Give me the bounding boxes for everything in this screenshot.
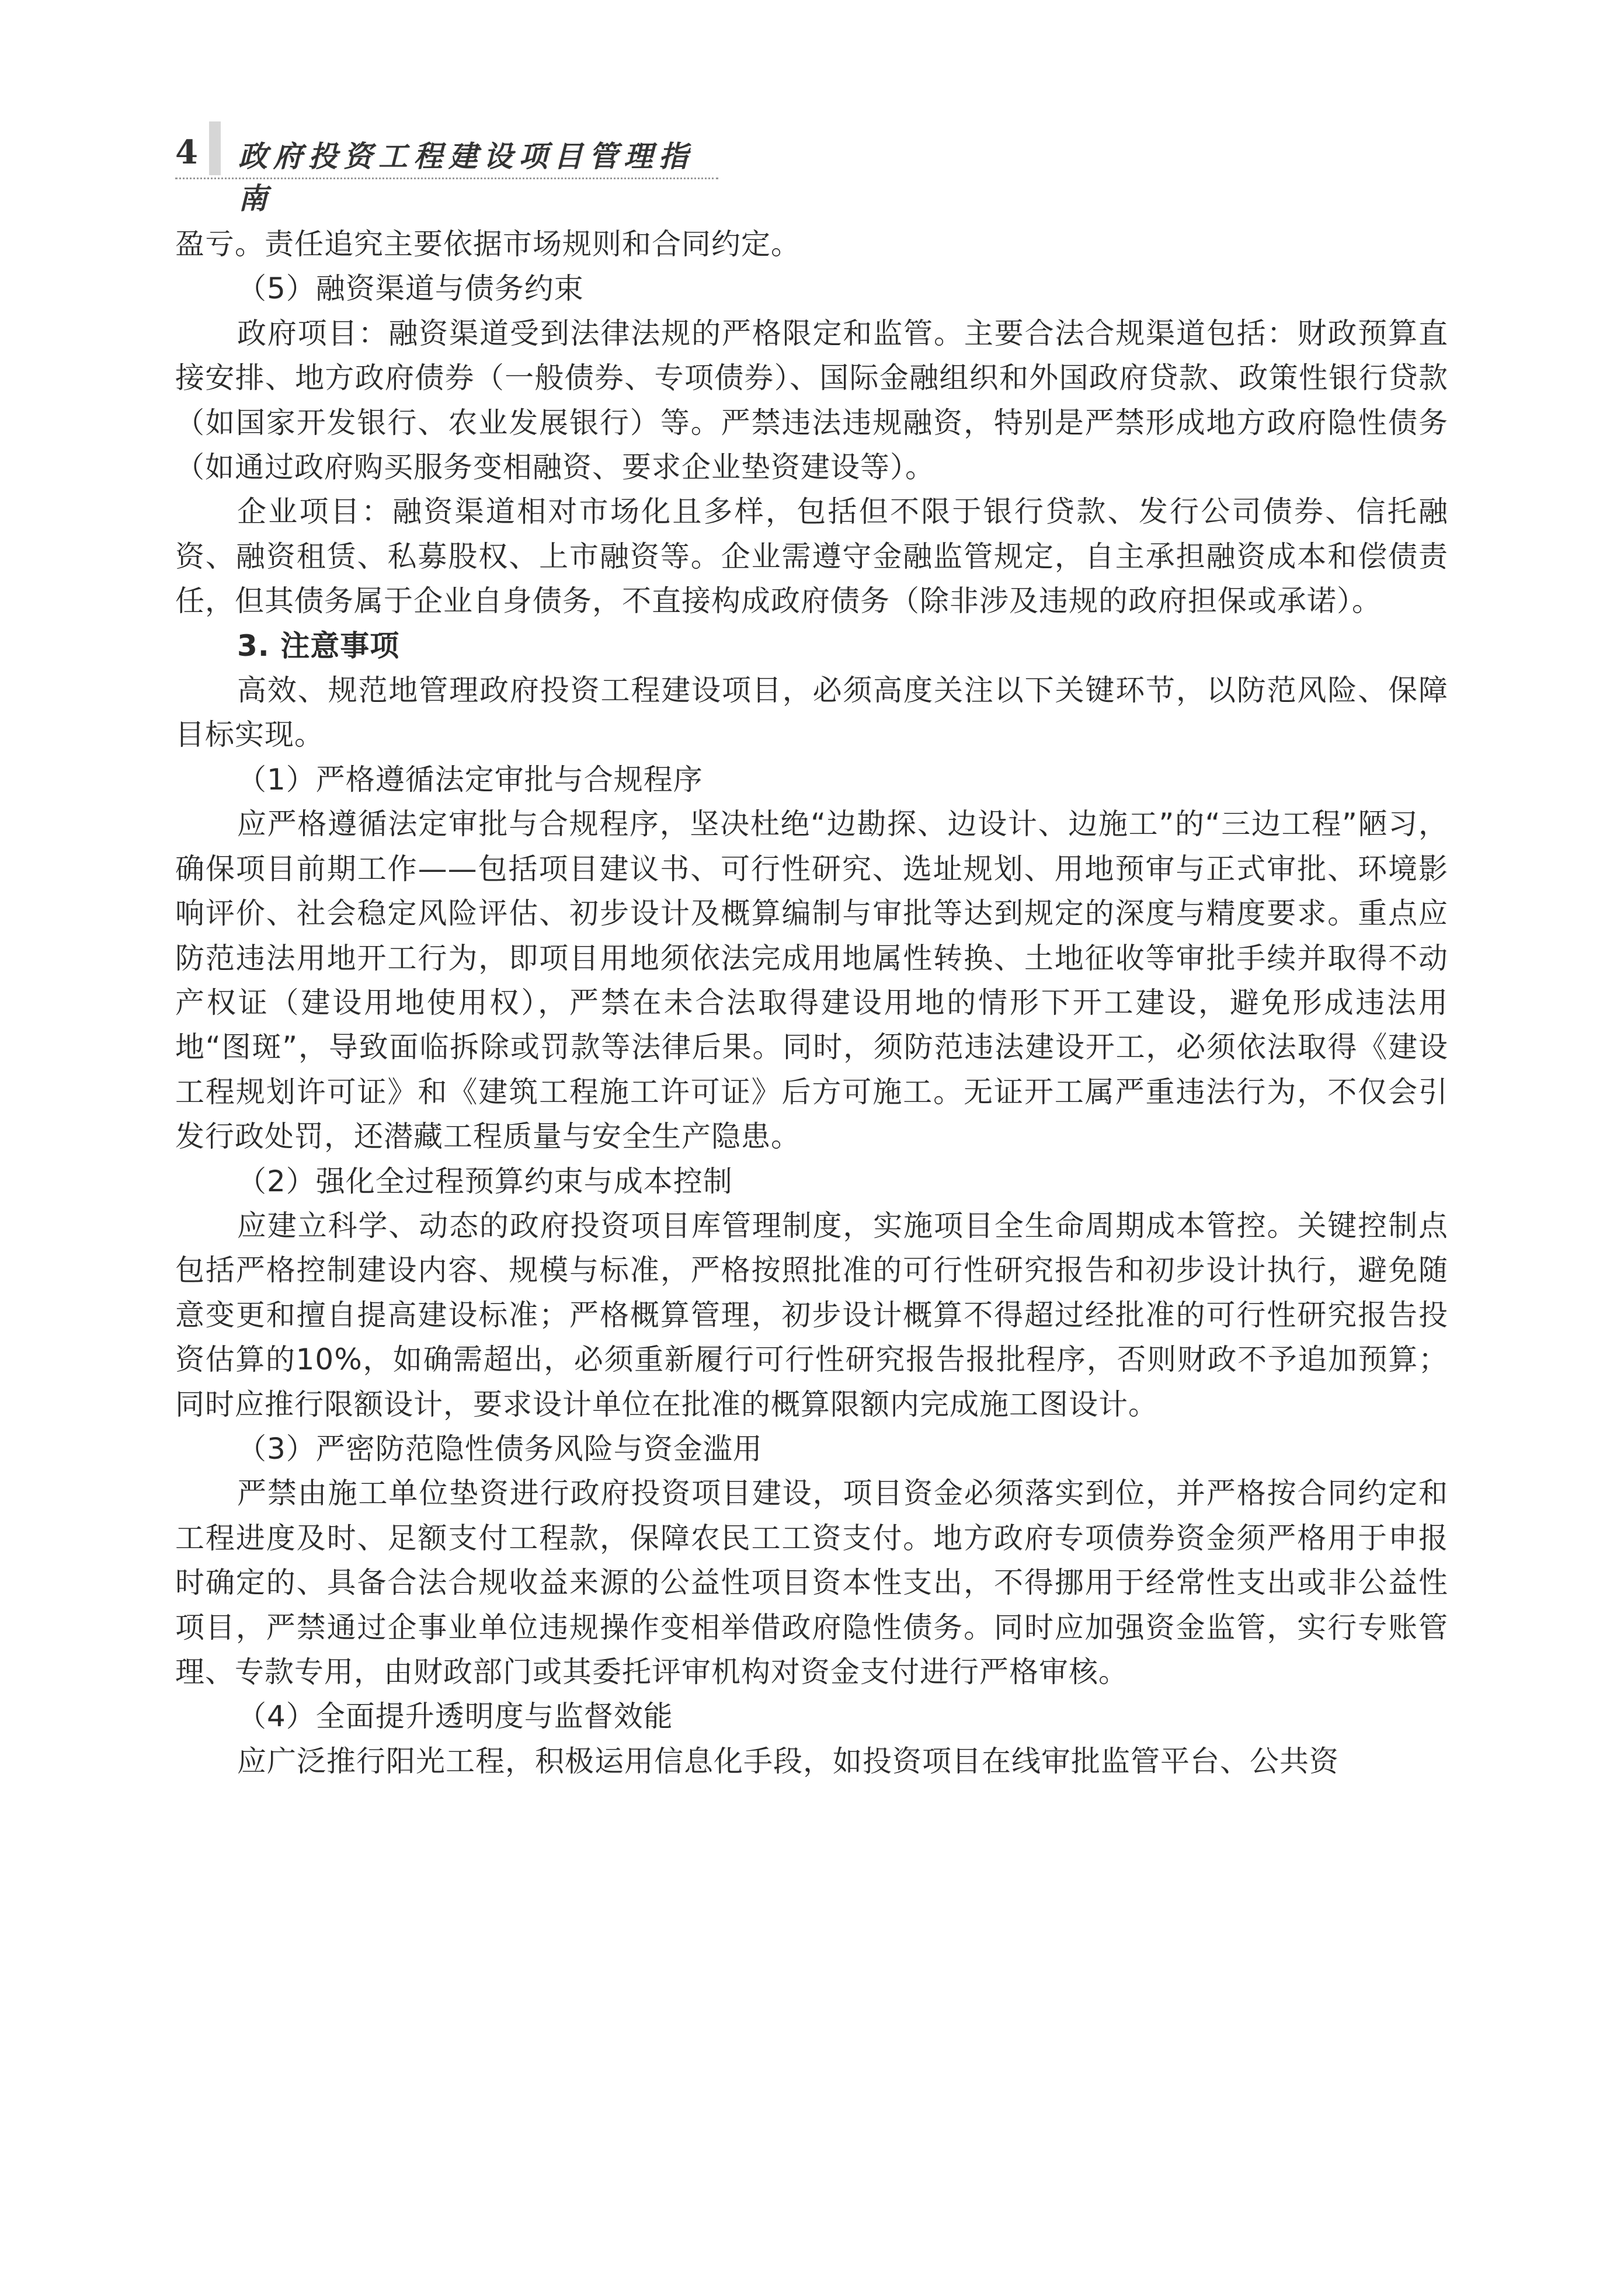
section-heading-notes: 3. 注意事项	[237, 628, 400, 663]
subheading-approval: （1）严格遵循法定审批与合规程序	[237, 762, 703, 797]
subheading-debt-risk: （3）严密防范隐性债务风险与资金滥用	[237, 1431, 763, 1466]
paragraph-enterprise-projects: 企业项目：融资渠道相对市场化且多样，包括但不限于银行贷款、发行公司债券、信托融资、融资租赁、私募股权、上市融资等。企业需遵守金融监管规定，自主承担融资成本和偿债责任，但其债务属于企业自身债务，不直接构成政府债务（除非涉及违规的政府担保或承诺）。	[175, 495, 1448, 618]
body-text	[175, 222, 1448, 1783]
header-divider-bar	[209, 121, 221, 175]
paragraph-budget: 应建立科学、动态的政府投资项目库管理制度，实施项目全生命周期成本管控。关键控制点包括严格控制建设内容、规模与标准，严格按照批准的可行性研究报告和初步设计执行，避免随意变更和擅自提高建设标准；严格概算管理，初步设计概算不得超过经批准的可行性研究报告投资估算的10%，如确需超出，必须重新履行可行性研究报告报批程序，否则财政不予追加预算；同时应推行限额设计，要求设计单位在批准的概算限额内完成施工图设计。	[175, 1208, 1448, 1421]
paragraph-transparency: 应广泛推行阳光工程，积极运用信息化手段，如投资项目在线审批监管平台、公共资	[237, 1744, 1339, 1778]
subheading-transparency: （4）全面提升透明度与监督效能	[237, 1699, 673, 1734]
book-title: 政府投资工程建设项目管理指南	[238, 139, 694, 215]
paragraph-notes-intro: 高效、规范地管理政府投资工程建设项目，必须高度关注以下关键环节，以防范风险、保障目标实现。	[175, 673, 1448, 752]
page-number: 4	[175, 133, 198, 172]
paragraph-approval: 应严格遵循法定审批与合规程序，坚决杜绝“边勘探、边设计、边施工”的“三边工程”陋习，确保项目前期工作——包括项目建议书、可行性研究、选址规划、用地预审与正式审批、环境影响评价、社会稳定风险评估、初步设计及概算编制与审批等达到规定的深度与精度要求。重点应防范违法用地开工行为，即项目用地须依法完成用地属性转换、土地征收等审批手续并取得不动产权证（建设用地使用权），严禁在未合法取得建设用地的情形下开工建设，避免形成违法用地“图斑”，导致面临拆除或罚款等法律后果。同时，须防范违法建设开工，必须依法取得《建设工程规划许可证》和《建筑工程施工许可证》后方可施工。无证开工属严重违法行为，不仅会引发行政处罚，还潜藏工程质量与安全生产隐患。	[175, 807, 1448, 1154]
paragraph-debt-risk: 严禁由施工单位垫资进行政府投资项目建设，项目资金必须落实到位，并严格按合同约定和工程进度及时、足额支付工程款，保障农民工工资支付。地方政府专项债券资金须严格用于申报时确定的、具备合法合规收益来源的公益性项目资本性支出，不得挪用于经常性支出或非公益性项目，严禁通过企事业单位违规操作变相举借政府隐性债务。同时应加强资金监管，实行专账管理、专款专用，由财政部门或其委托评审机构对资金支付进行严格审核。	[175, 1476, 1448, 1689]
paragraph-continuation: 盈亏。责任追究主要依据市场规则和合同约定。	[175, 227, 801, 261]
running-header	[175, 117, 718, 215]
paragraph-government-projects: 政府项目：融资渠道受到法律法规的严格限定和监管。主要合法合规渠道包括：财政预算直接安排、地方政府债券（一般债券、专项债券）、国际金融组织和外国政府贷款、政策性银行贷款（如国家开发银行、农业发展银行）等。严禁违法违规融资，特别是严禁形成地方政府隐性债务（如通过政府购买服务变相融资、要求企业垫资建设等）。	[175, 316, 1448, 485]
header-dotted-rule	[175, 178, 718, 179]
subheading-budget: （2）强化全过程预算约束与成本控制	[237, 1164, 733, 1198]
subheading-financing: （5）融资渠道与债务约束	[237, 272, 584, 306]
